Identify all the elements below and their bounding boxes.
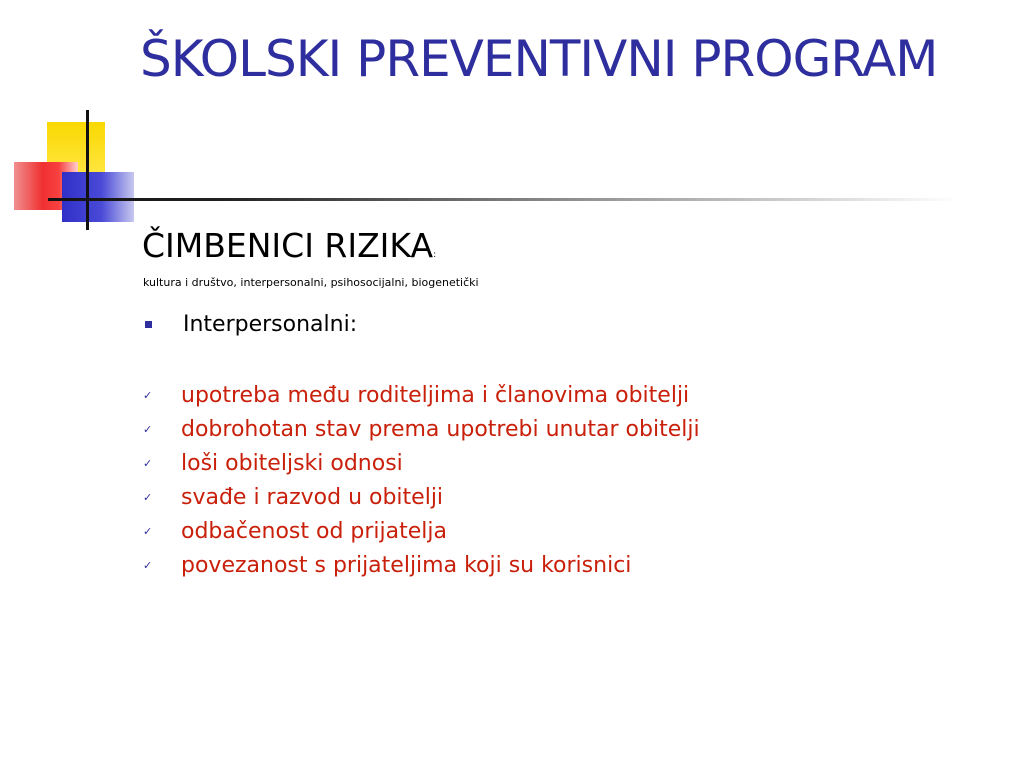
checklist-item [143, 446, 700, 480]
bullet-label: Interpersonalni: [183, 312, 358, 337]
risk-checklist [143, 378, 700, 582]
checklist-item [143, 378, 700, 412]
risk-factors-line: kultura i društvo, interpersonalni, psihosocijalni, biogenetički [143, 276, 479, 289]
checklist-item [143, 412, 700, 446]
checkmark-icon: ✓ [143, 422, 153, 436]
checkmark-icon: ✓ [143, 490, 153, 504]
checklist-item-text: upotreba među roditeljima i članovima obitelji [181, 382, 690, 408]
checklist-item [143, 548, 700, 582]
checkmark-icon: ✓ [143, 558, 153, 572]
square-bullet-icon [145, 321, 152, 328]
checklist-item-text: povezanost s prijateljima koji su korisnici [181, 552, 632, 578]
title-underline [48, 198, 958, 201]
bullet-item [143, 312, 357, 337]
checkmark-icon: ✓ [143, 524, 153, 538]
checkmark-icon: ✓ [143, 388, 153, 402]
checklist-item-text: dobrohotan stav prema upotrebi unutar obitelji [181, 416, 700, 442]
section-heading-colon: : [433, 250, 437, 260]
decorative-vertical-line [86, 110, 89, 230]
checklist-item-text: odbačenost od prijatelja [181, 518, 447, 544]
section-heading-text: ČIMBENICI RIZIKA [142, 226, 434, 265]
section-heading [142, 226, 436, 275]
checklist-item-text: loši obiteljski odnosi [181, 450, 403, 476]
decorative-blue-block [62, 172, 134, 222]
checklist-item [143, 480, 700, 514]
checklist-item [143, 514, 700, 548]
checkmark-icon: ✓ [143, 456, 153, 470]
slide-title: ŠKOLSKI PREVENTIVNI PROGRAM [140, 30, 938, 88]
checklist-item-text: svađe i razvod u obitelji [181, 484, 444, 510]
